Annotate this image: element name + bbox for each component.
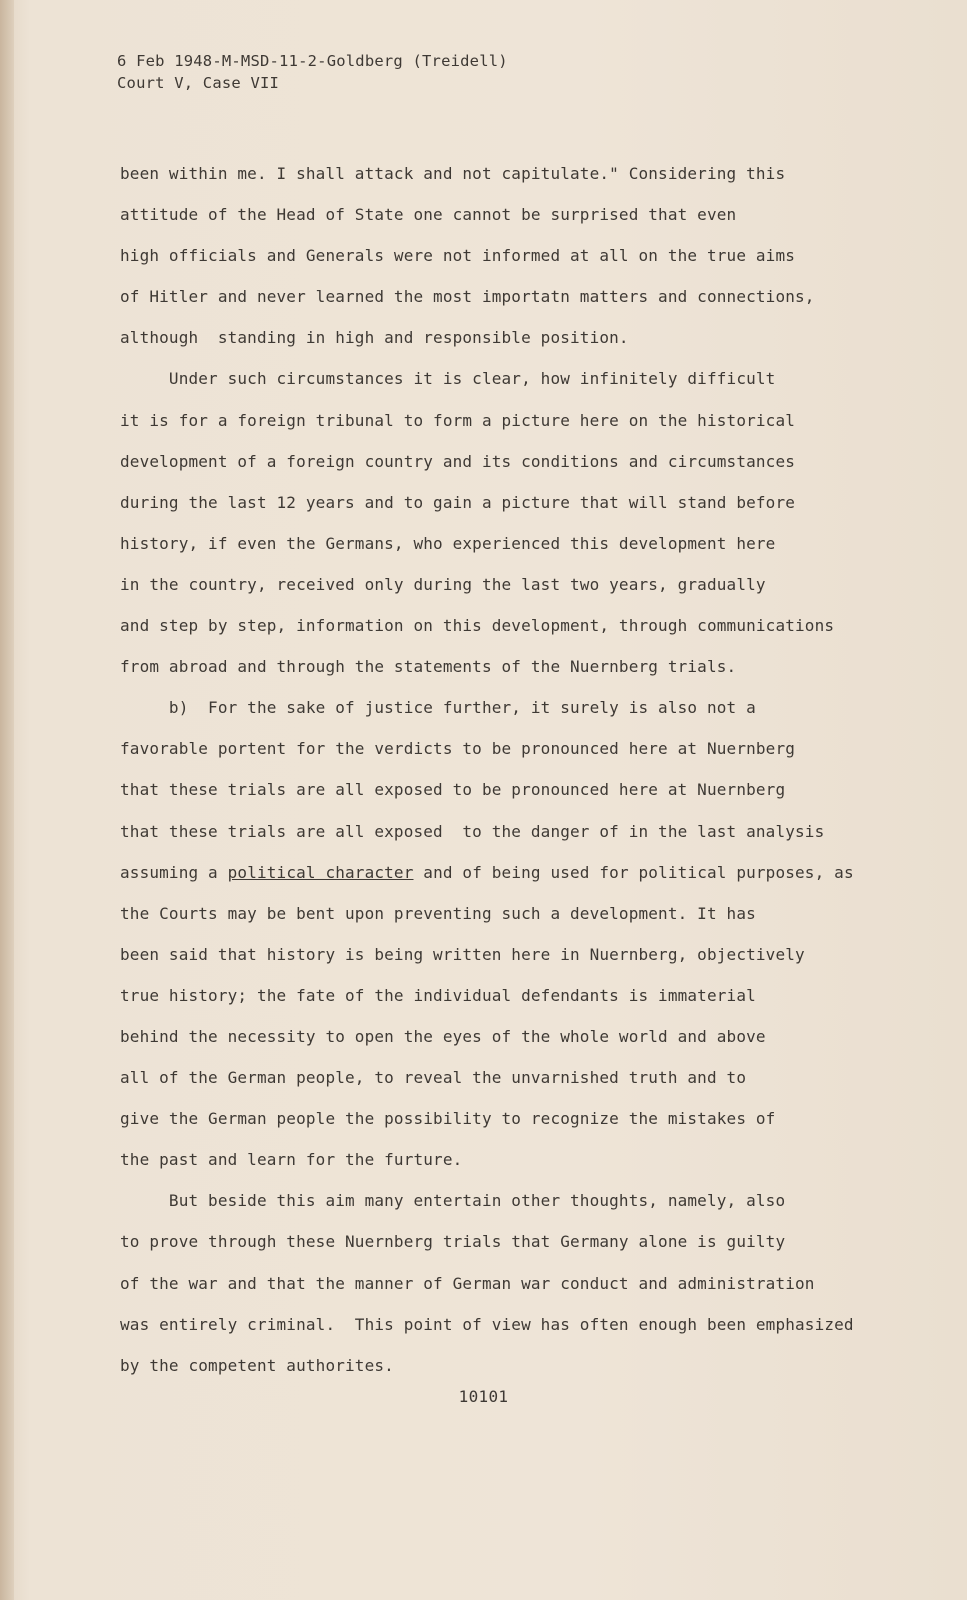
text-line: high officials and Generals were not informed at all on the true aims <box>120 246 796 266</box>
line-prefix: assuming a <box>120 862 228 882</box>
text-line: all of the German people, to reveal the unvarnished truth and to <box>120 1068 747 1088</box>
text-line: b) For the sake of justice further, it surely is also not a <box>120 698 756 718</box>
text-line: that these trials are all exposed to be pronounced here at Nuernberg <box>120 780 786 800</box>
text-line: development of a foreign country and its conditions and circumstances <box>120 451 796 471</box>
text-line: it is for a foreign tribunal to form a picture here on the historical <box>120 410 796 430</box>
text-line: that these trials are all exposed to the danger of in the last analysis <box>120 821 825 841</box>
text-line: although standing in high and responsible position. <box>120 328 629 348</box>
underlined-phrase: political character <box>227 862 414 882</box>
page-edge <box>0 0 14 1600</box>
text-line: by the competent authorites. <box>120 1355 394 1375</box>
text-line: during the last 12 years and to gain a picture that will stand before <box>120 492 796 512</box>
text-line: the past and learn for the furture. <box>120 1150 463 1170</box>
line-suffix: and of being used for political purposes, as <box>413 862 854 882</box>
text-line: was entirely criminal. This point of view has often enough been emphasized <box>120 1314 854 1334</box>
text-line: been within me. I shall attack and not capitulate." Considering this <box>120 164 786 183</box>
text-line: and step by step, information on this development, through communications <box>120 616 835 636</box>
text-line: give the German people the possibility to recognize the mistakes of <box>120 1109 776 1129</box>
text-line: in the country, received only during the last two years, gradually <box>120 574 766 594</box>
text-line: the Courts may be bent upon preventing such a development. It has <box>120 903 756 923</box>
text-line: favorable portent for the verdicts to be pronounced here at Nuernberg <box>120 739 796 759</box>
document-header <box>117 50 508 94</box>
text-line: But beside this aim many entertain other thoughts, namely, also <box>120 1191 786 1211</box>
header-reference: 6 Feb 1948-M-MSD-11-2-Goldberg (Treidell) <box>117 52 508 70</box>
document-body <box>120 153 940 1386</box>
page-number: 10101 <box>458 1387 509 1406</box>
text-line: to prove through these Nuernberg trials that Germany alone is guilty <box>120 1232 786 1252</box>
text-line: attitude of the Head of State one cannot be surprised that even <box>120 205 737 225</box>
text-line: of Hitler and never learned the most importatn matters and connections, <box>120 287 815 307</box>
header-court: Court V, Case VII <box>117 74 280 92</box>
text-line: from abroad and through the statements of the Nuernberg trials. <box>120 657 737 677</box>
text-line: been said that history is being written here in Nuernberg, objectively <box>120 944 805 964</box>
text-line: of the war and that the manner of German war conduct and administration <box>120 1273 815 1293</box>
text-line: history, if even the Germans, who experienced this development here <box>120 533 776 553</box>
text-line: Under such circumstances it is clear, how infinitely difficult <box>120 369 776 389</box>
text-line: behind the necessity to open the eyes of the whole world and above <box>120 1026 766 1046</box>
text-line: true history; the fate of the individual defendants is immaterial <box>120 985 756 1005</box>
text-line-with-underline <box>120 852 940 893</box>
